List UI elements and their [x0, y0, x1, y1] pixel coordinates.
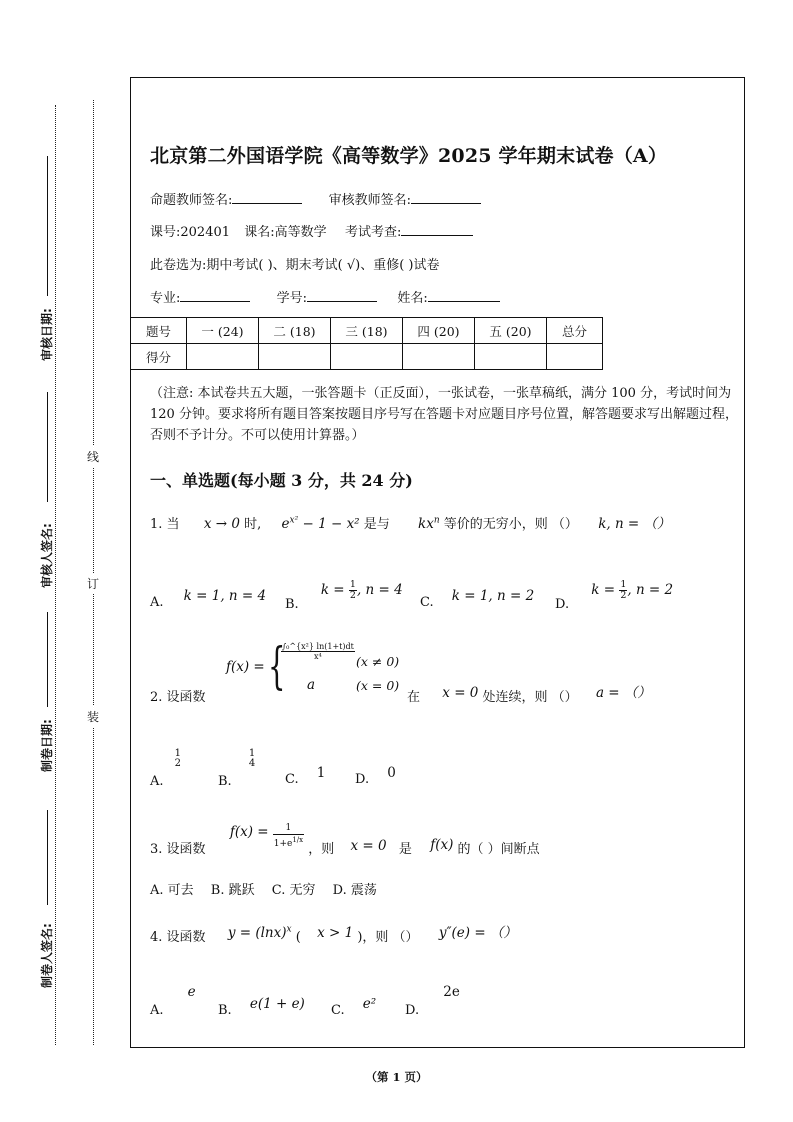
- q1-option-c[interactable]: [420, 588, 535, 610]
- q3-text-3: 的（ ）间断点: [457, 842, 540, 857]
- student-id-label: 学号:: [276, 291, 308, 306]
- q4-option-c[interactable]: [331, 996, 377, 1018]
- q4-text-1: )，则 （）: [357, 930, 419, 945]
- q3-fx: f(x) =: [229, 824, 269, 840]
- q2-piece2-cond: (x = 0): [356, 678, 400, 693]
- course-row: [150, 221, 473, 240]
- major-field[interactable]: [180, 290, 250, 302]
- option-math: k = 1, n = 2: [451, 588, 535, 604]
- q2-fx: f(x) =: [226, 659, 265, 675]
- option-label: D.: [555, 597, 570, 612]
- score-header-cell: 五 (20): [475, 318, 547, 344]
- q4-option-b[interactable]: [218, 996, 305, 1018]
- q4-condition: x > 1: [317, 925, 354, 941]
- q2-ask: a = （）: [595, 685, 651, 701]
- q4-option-a[interactable]: [150, 984, 196, 1018]
- make-date-label: 制卷日期:: [40, 719, 54, 772]
- q1-kxn: $kx^n$: [418, 515, 440, 532]
- score-cell[interactable]: [331, 344, 403, 370]
- option-math: k = $\frac{1}{2}$ , n = 2: [591, 579, 674, 601]
- q2-option-d[interactable]: [355, 765, 396, 787]
- q4-paren: (: [295, 930, 301, 945]
- q1-text-3: 等价的无穷小，则 （）: [443, 517, 578, 532]
- score-cell[interactable]: [547, 344, 603, 370]
- review-date-label: 审核日期:: [40, 308, 54, 361]
- score-cell[interactable]: [475, 344, 547, 370]
- option-label: B.: [218, 773, 232, 789]
- q1-option-d[interactable]: [555, 579, 674, 612]
- reviewer-label: 审核教师签名:: [328, 193, 412, 208]
- q3-fx2: f(x): [430, 837, 454, 853]
- option-label: C.: [285, 772, 299, 787]
- question-1: [150, 512, 671, 532]
- reviewer-sign-label: 审核人签名:: [40, 523, 54, 588]
- option-math: 0: [387, 765, 396, 781]
- maker-sign-field[interactable]: [38, 810, 68, 990]
- student-id-field[interactable]: [307, 290, 377, 302]
- score-cell[interactable]: [403, 344, 475, 370]
- q2-option-c[interactable]: [285, 765, 326, 787]
- option-label: A.: [150, 773, 164, 789]
- reviewer-signature-field[interactable]: [411, 192, 481, 204]
- option-math: e²: [362, 996, 377, 1012]
- q2-at: x = 0: [442, 685, 479, 701]
- q2-text-2: 处连续，则 （）: [482, 690, 578, 705]
- q3-prefix: 3. 设函数: [150, 842, 206, 857]
- make-date-line: [47, 612, 48, 707]
- q3-fraction: $\frac{1}{1+e^{1/x}}$: [273, 823, 304, 849]
- review-date-line: [47, 156, 48, 296]
- q2-option-b[interactable]: [218, 748, 256, 789]
- option-math: 1 2: [174, 748, 182, 769]
- option-label: B.: [285, 597, 299, 612]
- score-header-cell: 四 (20): [403, 318, 475, 344]
- page-footer: （第 1 页）: [365, 1070, 428, 1084]
- setter-label: 命题教师签名:: [150, 193, 233, 208]
- option-label: D.: [355, 772, 370, 787]
- score-table-score-row: [131, 344, 603, 370]
- q2-piece1: $\frac{\text{∫₀\textasciicircum{}\{x²\} ln(1+t)dt}}{\text{x⁴}}$: [282, 642, 354, 661]
- option-math: k = 1, n = 4: [183, 588, 267, 604]
- q1-expression: $e^{x^2} - 1 - x^2$: [281, 515, 360, 532]
- q1-ask: k, n = （）: [598, 516, 671, 532]
- maker-sign-line: [47, 810, 48, 905]
- major-label: 专业:: [150, 291, 181, 306]
- option-label: A.: [150, 595, 164, 610]
- review-date-field[interactable]: [38, 156, 68, 366]
- q1-condition: x → 0: [203, 516, 240, 532]
- option-math: 1: [316, 765, 326, 781]
- maker-sign-label: 制卷人签名:: [40, 923, 54, 988]
- score-header-cell: 三 (18): [331, 318, 403, 344]
- q4-option-d[interactable]: [405, 984, 460, 1018]
- option-math: e: [187, 984, 196, 1000]
- q4-expression: $y = (\ln x)^x$: [227, 924, 292, 941]
- score-cell[interactable]: [259, 344, 331, 370]
- reviewer-sign-field[interactable]: [38, 392, 68, 597]
- option-math: 2e: [443, 984, 460, 1000]
- q1-option-a[interactable]: [150, 588, 267, 610]
- option-label: B.: [218, 1003, 232, 1018]
- reviewer-sign-line: [47, 392, 48, 502]
- q3-at: x = 0: [350, 838, 387, 854]
- name-label: 姓名:: [397, 291, 428, 306]
- course-name: 课名:高等数学: [244, 225, 327, 240]
- score-table-header-row: [131, 318, 603, 344]
- q2-text-1: 在: [407, 690, 421, 705]
- q1-text-2: 是与: [363, 517, 390, 532]
- score-cell[interactable]: [187, 344, 259, 370]
- binding-mark-bind: 装: [86, 706, 100, 727]
- exam-mode-field[interactable]: [401, 224, 473, 236]
- q2-prefix: 2. 设函数: [150, 690, 206, 705]
- option-math: 1 4: [248, 748, 256, 769]
- option-label: A.: [150, 1003, 164, 1018]
- question-2-tail: [407, 681, 651, 705]
- option-label: D.: [405, 1003, 420, 1018]
- q4-ask: y″(e) = （）: [438, 925, 517, 941]
- binding-mark-line: 线: [86, 446, 100, 467]
- option-math: k = $\frac{1}{2}$ , n = 4: [320, 579, 403, 601]
- q2-brace: {: [268, 637, 286, 695]
- q3-text-1: ，则: [308, 842, 335, 857]
- course-number: 课号:202401: [150, 225, 231, 240]
- exam-mode-label: 考试考查:: [344, 225, 402, 240]
- exam-title: 北京第二外国语学院《高等数学》2025 学年期末试卷（A）: [150, 145, 668, 167]
- signature-row: [150, 189, 481, 208]
- section-1-heading: 一、单选题(每小题 3 分，共 24 分): [150, 471, 413, 490]
- name-field[interactable]: [428, 290, 500, 302]
- option-label: C.: [420, 595, 434, 610]
- score-header-cell: 一 (24): [187, 318, 259, 344]
- score-row-label: 得分: [131, 344, 187, 370]
- score-header-cell: 题号: [131, 318, 187, 344]
- q3-text-2: 是: [398, 842, 412, 857]
- question-3: [150, 815, 540, 857]
- make-date-field[interactable]: [38, 612, 68, 777]
- q2-option-a[interactable]: [150, 748, 182, 789]
- score-header-cell: 总分: [547, 318, 603, 344]
- student-info-row: [150, 287, 500, 306]
- score-header-cell: 二 (18): [259, 318, 331, 344]
- q1-text-1: 时,: [244, 517, 262, 532]
- setter-signature-field[interactable]: [232, 192, 302, 204]
- q2-piece2: a: [307, 677, 316, 693]
- q3-options[interactable]: A. 可去 B. 跳跃 C. 无穷 D. 震荡: [150, 883, 377, 898]
- q1-prefix: 1. 当: [150, 517, 180, 532]
- q4-prefix: 4. 设函数: [150, 930, 206, 945]
- exam-notice: （注意: 本试卷共五大题，一张答题卡（正反面），一张试卷，一张草稿纸，满分 100 分，考试时间为 120 分钟。要求将所有题目答案按题目序号写在答题卡对应题目序号位置，解答题要求写出解题过程，否则不予计分。不可以使用计算器。）: [150, 386, 738, 443]
- option-math: e(1 + e): [249, 996, 305, 1012]
- q2-piecewise: [226, 637, 411, 700]
- q1-option-b[interactable]: [285, 579, 403, 612]
- question-4: [150, 921, 517, 945]
- option-label: C.: [331, 1003, 345, 1018]
- q2-piece1-cond: (x ≠ 0): [356, 654, 400, 669]
- binding-mark-staple: 订: [86, 573, 100, 594]
- score-table: [130, 317, 603, 370]
- paper-type-row: 此卷选为:期中考试( )、期末考试( √)、重修( )试卷: [150, 258, 440, 273]
